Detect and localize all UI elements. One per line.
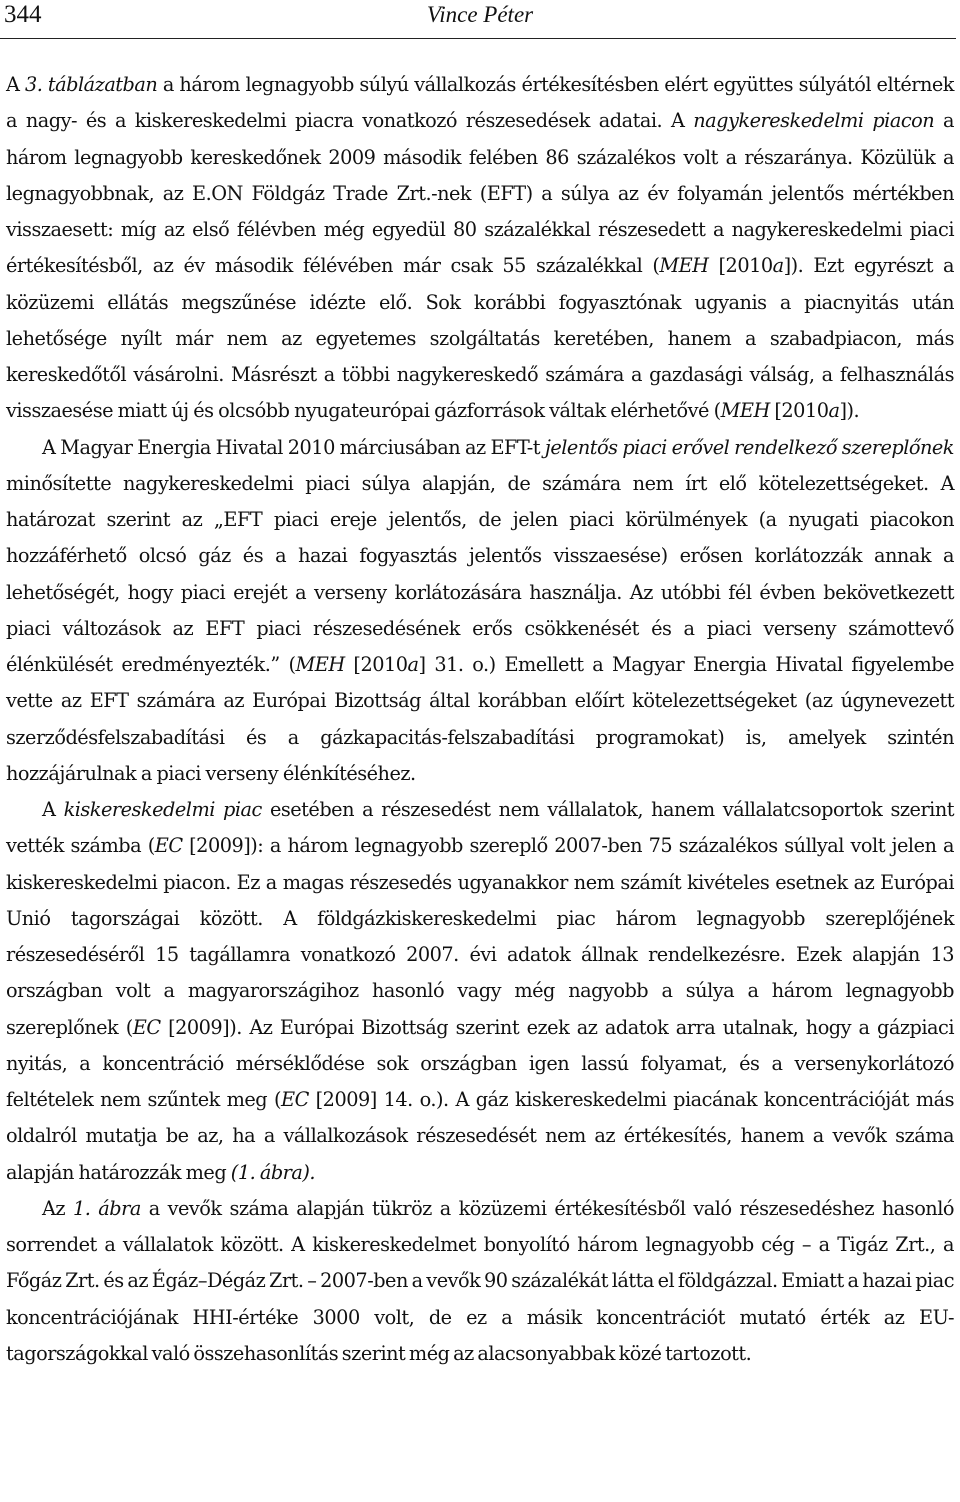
- text-run-italic: MEH: [659, 254, 709, 278]
- text-run-italic: jelentős piaci erővel rendelkező szereplőnek: [544, 435, 954, 459]
- text-run: A: [42, 798, 64, 821]
- text-run-italic: EC: [281, 1088, 309, 1111]
- text-run: ] 31. o.) Emellett a Magyar Energia Hivatal figyelembe vette az EFT számára az Európai Bizottság által korábban előírt kötelezettségeket (az úgynevezett szerződésfelszabadítási és a gázkapacitás-felszabadítási programokat) is, amelyek szintén hozzájárulnak a piaci verseny élénkítéséhez.: [6, 653, 954, 785]
- text-run: [2010: [769, 399, 829, 423]
- text-run-italic: 3. táblázatban: [24, 73, 158, 96]
- text-run: a három legnagyobb kereskedőnek 2009 második felében 86 százalékos volt a részaránya. Közülük a legnagyobbnak, az E.ON Földgáz Trade Zrt.-nek (EFT) a súlya az év folyamán jelentős mértékben visszaesett: míg az első félévben még egyedül 80 százalékkal részesedett a nagykereskedelmi piaci értékesítésből, az év második félévében már csak 55 százalékkal (: [6, 109, 954, 278]
- text-run-italic: MEH: [295, 653, 345, 676]
- text-run: Az: [42, 1196, 73, 1220]
- paragraph-3: [6, 792, 954, 1191]
- text-run: a vevők száma alapján tükröz a közüzemi értékesítésből való részesedéshez hasonló sorrendet a vállalatok között. A kiskereskedelmet bonyolító három legnagyobb cég – a Tigáz Zrt., a Főgáz Zrt. és az Égáz–Dégáz Zrt. – 2007-ben a vevők 90 százalékát látta el földgázzal. Emiatt a hazai piac koncentrációjának HHI-értéke 3000 volt, de ez a másik koncentrációt mutató érték az EU-tagországokkal való összehasonlítás szerint még az alacsonyabbak közé tartozott.: [6, 1196, 954, 1365]
- text-run: [2009]). Az Európai Bizottság szerint ezek az adatok arra utalnak, hogy a gázpiaci nyitás, a koncentráció mérséklődése sok országban igen lassú folyamat, és a versenykorlátozó feltételek nem szűntek meg (: [6, 1015, 954, 1111]
- paragraph-1: [6, 67, 954, 430]
- text-run-italic: kiskereskedelmi piac: [63, 798, 262, 821]
- running-header: [0, 0, 956, 39]
- text-run: [2010: [708, 254, 773, 278]
- page-number: 344: [4, 1, 42, 28]
- text-run: [2009] 14. o.). A gáz kiskereskedelmi piacának koncentrációját más oldalról mutatja be az, ha a vállalkozások részesedését nem az értékesítés, hanem a vevők száma alapján határozzák meg: [6, 1088, 954, 1184]
- text-run: [2010: [344, 653, 408, 676]
- text-run-italic: (1. ábra).: [230, 1160, 316, 1184]
- text-run: A Magyar Energia Hivatal 2010 márciusában az EFT-t: [42, 435, 545, 459]
- paragraph-4: [6, 1191, 954, 1372]
- running-head-author: Vince Péter: [426, 2, 534, 27]
- text-run-italic: MEH: [720, 399, 770, 423]
- text-run-italic: EC: [132, 1015, 161, 1039]
- text-run: ]).: [839, 399, 860, 423]
- text-run: ]). Ezt egyrészt a közüzemi ellátás megszűnése idézte elő. Sok korábbi fogyasztónak ugyanis a piacnyitás után lehetősége nyílt már nem az egyetemes szolgáltatás keretében, hanem a szabadpiacon, más kereskedőtől vásárolni. Másrészt a többi nagykereskedő számára a gazdasági válság, a felhasználás visszaesése miatt új és olcsóbb nyugateurópai gázforrások váltak elérhetővé (: [6, 254, 954, 423]
- text-run: minősítette nagykereskedelmi piaci súlya alapján, de számára nem írt elő kötelezettségeket. A határozat szerint az „EFT piaci ereje jelentős, de jelen piaci körülmények (a nyugati piacokon hozzáférhető olcsó gáz és a hazai fogyasztás jelentős visszaesése) erősen korlátozzák annak a lehetőségét, hogy piaci erejét a verseny korlátozására használja. Az utóbbi fél évben bekövetkezett piaci változások az EFT piaci részesedésének erős csökkenését és a piaci verseny számottevő élénkülését eredményezték.” (: [6, 471, 954, 676]
- text-run-italic: a: [828, 399, 840, 423]
- text-run: esetében a részesedést nem vállalatok, hanem vállalatcsoportok szerint vették számba (: [6, 798, 955, 858]
- text-run-italic: a: [407, 653, 419, 676]
- text-run-italic: nagykereskedelmi piacon: [693, 109, 935, 133]
- text-run-italic: a: [772, 254, 784, 278]
- text-run: [2009]): a három legnagyobb szereplő 2007-ben 75 százalékos súllyal volt jelen a kiskereskedelmi piacon. Ez a magas részesedés ugyanakkor nem számít kivételes esetnek az Európai Unió tagországai között. A földgázkiskereskedelmi piac három legnagyobb szereplőjének részesedéséről 15 tagállamra vonatkozó 2007. évi adatok állnak rendelkezésre. Ezek alapján 13 országban volt a magyarországihoz hasonló vagy még nagyobb a súlya a három legnagyobb szereplőnek (: [6, 834, 954, 1039]
- body-text: [6, 67, 954, 1372]
- text-run: A: [6, 73, 25, 96]
- text-run: a három legnagyobb súlyú vállalkozás értékesítésben elért együttes súlyától eltérnek a nagy- és a kiskereskedelmi piacra vonatkozó részesedések adatai. A: [6, 73, 954, 133]
- text-run-italic: 1. ábra: [72, 1196, 141, 1220]
- text-run-italic: EC: [154, 834, 183, 858]
- paragraph-2: [6, 430, 954, 793]
